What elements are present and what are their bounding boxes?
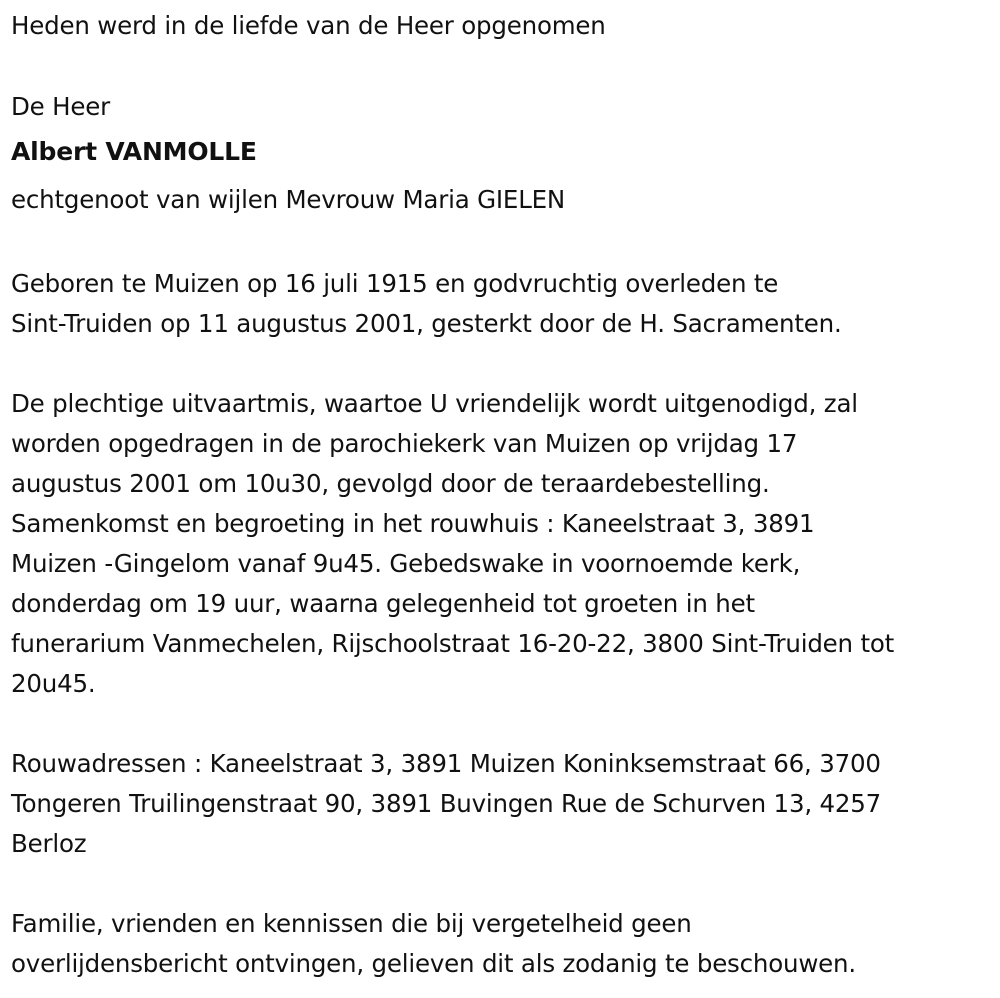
paragraph-line: Muizen -Gingelom vanaf 9u45. Gebedswake in voornoemde kerk, xyxy=(11,549,801,578)
paragraph-line: donderdag om 19 uur, waarna gelegenheid tot groeten in het xyxy=(11,589,755,618)
paragraph-line: funerarium Vanmechelen, Rijschoolstraat 16-20-22, 3800 Sint-Truiden tot xyxy=(11,629,895,658)
paragraph-line: De plechtige uitvaartmis, waartoe U vriendelijk wordt uitgenodigd, zal xyxy=(11,389,858,418)
spacer xyxy=(11,344,991,384)
spacer xyxy=(11,46,991,86)
paragraph-line: Rouwadressen : Kaneelstraat 3, 3891 Muizen Koninksemstraat 66, 3700 xyxy=(11,749,881,778)
birth-death-paragraph xyxy=(11,264,991,344)
funeral-paragraph xyxy=(11,384,991,704)
paragraph-line: Berloz xyxy=(11,829,87,858)
closing-paragraph xyxy=(11,904,991,984)
obituary-notice xyxy=(11,6,991,984)
paragraph-line: Tongeren Truilingenstraat 90, 3891 Buvingen Rue de Schurven 13, 4257 xyxy=(11,789,882,818)
paragraph-line: worden opgedragen in de parochiekerk van Muizen op vrijdag 17 xyxy=(11,429,798,458)
deceased-name: Albert VANMOLLE xyxy=(11,137,257,166)
paragraph-line: Samenkomst en begroeting in het rouwhuis : Kaneelstraat 3, 3891 xyxy=(11,509,815,538)
paragraph-line: Geboren te Muizen op 16 juli 1915 en godvruchtig overleden te xyxy=(11,269,779,298)
intro-text: Heden werd in de liefde van de Heer opgenomen xyxy=(11,11,606,40)
spacer xyxy=(11,704,991,744)
spacer xyxy=(11,864,991,904)
paragraph-line: 20u45. xyxy=(11,669,96,698)
paragraph-line: Familie, vrienden en kennissen die bij vergetelheid geen xyxy=(11,909,692,938)
paragraph-line: Sint-Truiden op 11 augustus 2001, gesterkt door de H. Sacramenten. xyxy=(11,309,842,338)
honorific: De Heer xyxy=(11,92,110,121)
paragraph-line: overlijdensbericht ontvingen, gelieven dit als zodanig te beschouwen. xyxy=(11,949,856,978)
addresses-paragraph xyxy=(11,744,991,864)
spacer xyxy=(11,224,991,264)
paragraph-line: augustus 2001 om 10u30, gevolgd door de teraardebestelling. xyxy=(11,469,770,498)
spouse-line: echtgenoot van wijlen Mevrouw Maria GIELEN xyxy=(11,185,566,214)
